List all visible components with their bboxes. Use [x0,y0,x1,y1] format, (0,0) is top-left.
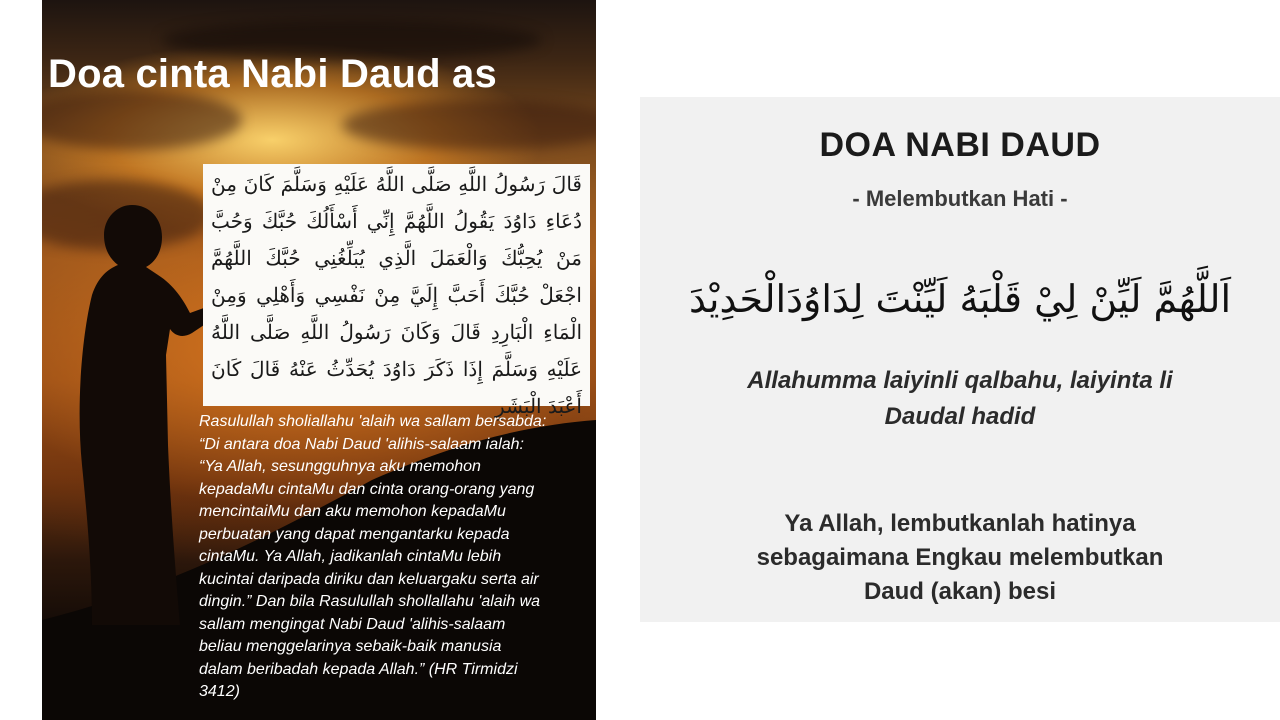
arabic-hadith-box [203,164,590,418]
doa-cinta-title: Doa cinta Nabi Daud as [48,52,497,96]
hadith-translation: Rasulullah sholiallahu 'alaih wa sallam bersabda: “Di antara doa Nabi Daud 'alihis-salaam ialah: “Ya Allah, sesungguhnya aku memohon kepadaMu cintaMu dan cinta orang-orang yang mencintaiMu dan aku memohon kepadaMu perbuatan yang dapat mengantarku kepada cintaMu. Ya Allah, jadikanlah cintaMu lebih kucintai daripada diriku dan keluargaku serta air dingin.” Dan bila Rasulullah shollallahu 'alaih wa sallam mengingat Nabi Daud 'alihis-salaam beliau menggelarinya sebaik-baik manusia dalam beribadah kepada Allah.” (HR Tirmidzi 3412) [199,413,547,700]
prayer-meaning: Ya Allah, lembutkanlah hatinya sebagaimana Engkau melembutkan Daud (akan) besi [756,510,1164,605]
praying-man-silhouette [62,205,222,625]
doa-nabi-daud-title: DOA NABI DAUD [819,126,1101,164]
arabic-prayer: اَللَّهُمَّ لَيِّنْ لِيْ قَلْبَهُ لَيِّنْتَ لِدَاوُدَالْحَدِيْدَ [688,277,1232,321]
arabic-hadith-text: قَالَ رَسُولُ اللَّهِ صَلَّى اللَّهُ عَلَيْهِ وَسَلَّمَ كَانَ مِنْ دُعَاءِ دَاوُدَ يَقُولُ اللَّهُمَّ إِنِّي أَسْأَلُكَ حُبَّكَ وَحُبَّ مَنْ يُحِبُّكَ وَالْعَمَلَ الَّذِي يُبَلِّغُنِي حُبَّكَ اللَّهُمَّ اجْعَلْ حُبَّكَ أَحَبَّ إِلَيَّ مِنْ نَفْسِي وَأَهْلِي وَمِنْ الْمَاءِ الْبَارِدِ قَالَ وَكَانَ رَسُولُ اللَّهِ صَلَّى اللَّهُ عَلَيْهِ وَسَلَّمَ إِذَا ذَكَرَ دَاوُدَ يُحَدِّثُ عَنْهُ قَالَ كَانَ أَعْبَدَ الْبَشَرِ [211,172,582,418]
doa-cinta-image-panel [42,0,596,720]
doa-subtitle: - Melembutkan Hati - [852,186,1068,211]
cloud-shape [42,90,242,150]
cloud-shape [342,100,596,150]
prayer-transliteration: Allahumma laiyinli qalbahu, laiyinta li Daudal hadid [747,367,1173,430]
doa-nabi-daud-card [640,97,1280,622]
